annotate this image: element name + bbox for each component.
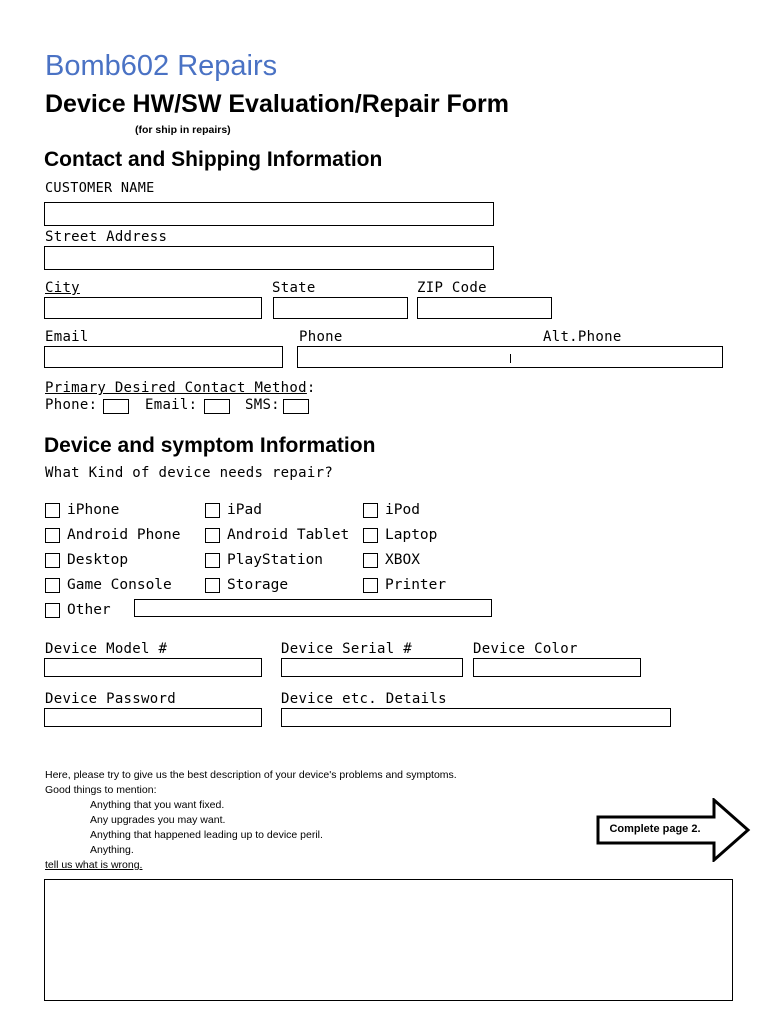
option-android-phone-label: Android Phone [67, 527, 181, 543]
tell-us-label: tell us what is wrong. [45, 859, 143, 871]
device-details-field[interactable] [281, 708, 671, 727]
checkbox-printer[interactable] [363, 578, 378, 593]
method-sms-checkbox[interactable] [283, 399, 309, 414]
option-ipad-label: iPad [227, 502, 262, 518]
checkbox-desktop[interactable] [45, 553, 60, 568]
device-model-label: Device Model # [45, 641, 168, 657]
device-serial-label: Device Serial # [281, 641, 412, 657]
device-heading: Device and symptom Information [44, 434, 376, 457]
email-field[interactable] [44, 346, 283, 368]
checkbox-storage[interactable] [205, 578, 220, 593]
checkbox-laptop[interactable] [363, 528, 378, 543]
customer-name-label: CUSTOMER NAME [45, 180, 155, 196]
option-xbox-label: XBOX [385, 552, 420, 568]
description-item: Anything that happened leading up to device peril. [90, 829, 323, 841]
device-password-field[interactable] [44, 708, 262, 727]
option-android-tablet-label: Android Tablet [227, 527, 350, 543]
method-email-label: Email: [145, 397, 198, 413]
other-device-field[interactable] [134, 599, 492, 617]
description-item: Anything that you want fixed. [90, 799, 225, 811]
method-email-checkbox[interactable] [204, 399, 230, 414]
city-field[interactable] [44, 297, 262, 319]
method-sms-label: SMS: [245, 397, 280, 413]
zip-field[interactable] [417, 297, 552, 319]
device-question: What Kind of device needs repair? [45, 465, 334, 481]
option-other-label: Other [67, 602, 111, 618]
state-label: State [272, 280, 316, 296]
phone-field[interactable] [297, 346, 723, 368]
city-label: City [45, 280, 80, 296]
checkbox-other[interactable] [45, 603, 60, 618]
good-things-label: Good things to mention: [45, 784, 157, 796]
checkbox-ipod[interactable] [363, 503, 378, 518]
brand-name: Bomb602 Repairs [45, 50, 278, 82]
checkbox-android-tablet[interactable] [205, 528, 220, 543]
alt-phone-label: Alt.Phone [543, 329, 622, 345]
option-storage-label: Storage [227, 577, 289, 593]
description-intro: Here, please try to give us the best description of your device's problems and symptoms. [45, 769, 457, 781]
device-password-label: Device Password [45, 691, 176, 707]
option-iphone-label: iPhone [67, 502, 120, 518]
device-details-label: Device etc. Details [281, 691, 447, 707]
street-address-field[interactable] [44, 246, 494, 270]
device-color-field[interactable] [473, 658, 641, 677]
primary-contact-method-label: Primary Desired Contact Method: [45, 380, 316, 396]
option-printer-label: Printer [385, 577, 447, 593]
phone-label: Phone [299, 329, 343, 345]
option-game-console-label: Game Console [67, 577, 172, 593]
option-ipod-label: iPod [385, 502, 420, 518]
zip-label: ZIP Code [417, 280, 487, 296]
contact-heading: Contact and Shipping Information [44, 148, 383, 171]
checkbox-android-phone[interactable] [45, 528, 60, 543]
description-item: Anything. [90, 844, 134, 856]
description-instructions [45, 768, 457, 873]
option-laptop-label: Laptop [385, 527, 438, 543]
option-playstation-label: PlayStation [227, 552, 324, 568]
email-label: Email [45, 329, 89, 345]
device-color-label: Device Color [473, 641, 578, 657]
checkbox-playstation[interactable] [205, 553, 220, 568]
method-phone-label: Phone: [45, 397, 98, 413]
description-item: Any upgrades you may want. [90, 814, 226, 826]
device-serial-field[interactable] [281, 658, 463, 677]
field-divider [510, 354, 511, 363]
option-desktop-label: Desktop [67, 552, 129, 568]
form-title: Device HW/SW Evaluation/Repair Form [45, 90, 509, 118]
checkbox-game-console[interactable] [45, 578, 60, 593]
complete-page-2-label: Complete page 2. [609, 823, 701, 835]
street-address-label: Street Address [45, 229, 168, 245]
checkbox-iphone[interactable] [45, 503, 60, 518]
method-phone-checkbox[interactable] [103, 399, 129, 414]
device-model-field[interactable] [44, 658, 262, 677]
complete-page-2-arrow [596, 798, 751, 862]
checkbox-ipad[interactable] [205, 503, 220, 518]
problem-description-textarea[interactable] [44, 879, 733, 1001]
form-subtitle: (for ship in repairs) [135, 124, 231, 136]
checkbox-xbox[interactable] [363, 553, 378, 568]
state-field[interactable] [273, 297, 408, 319]
customer-name-field[interactable] [44, 202, 494, 226]
